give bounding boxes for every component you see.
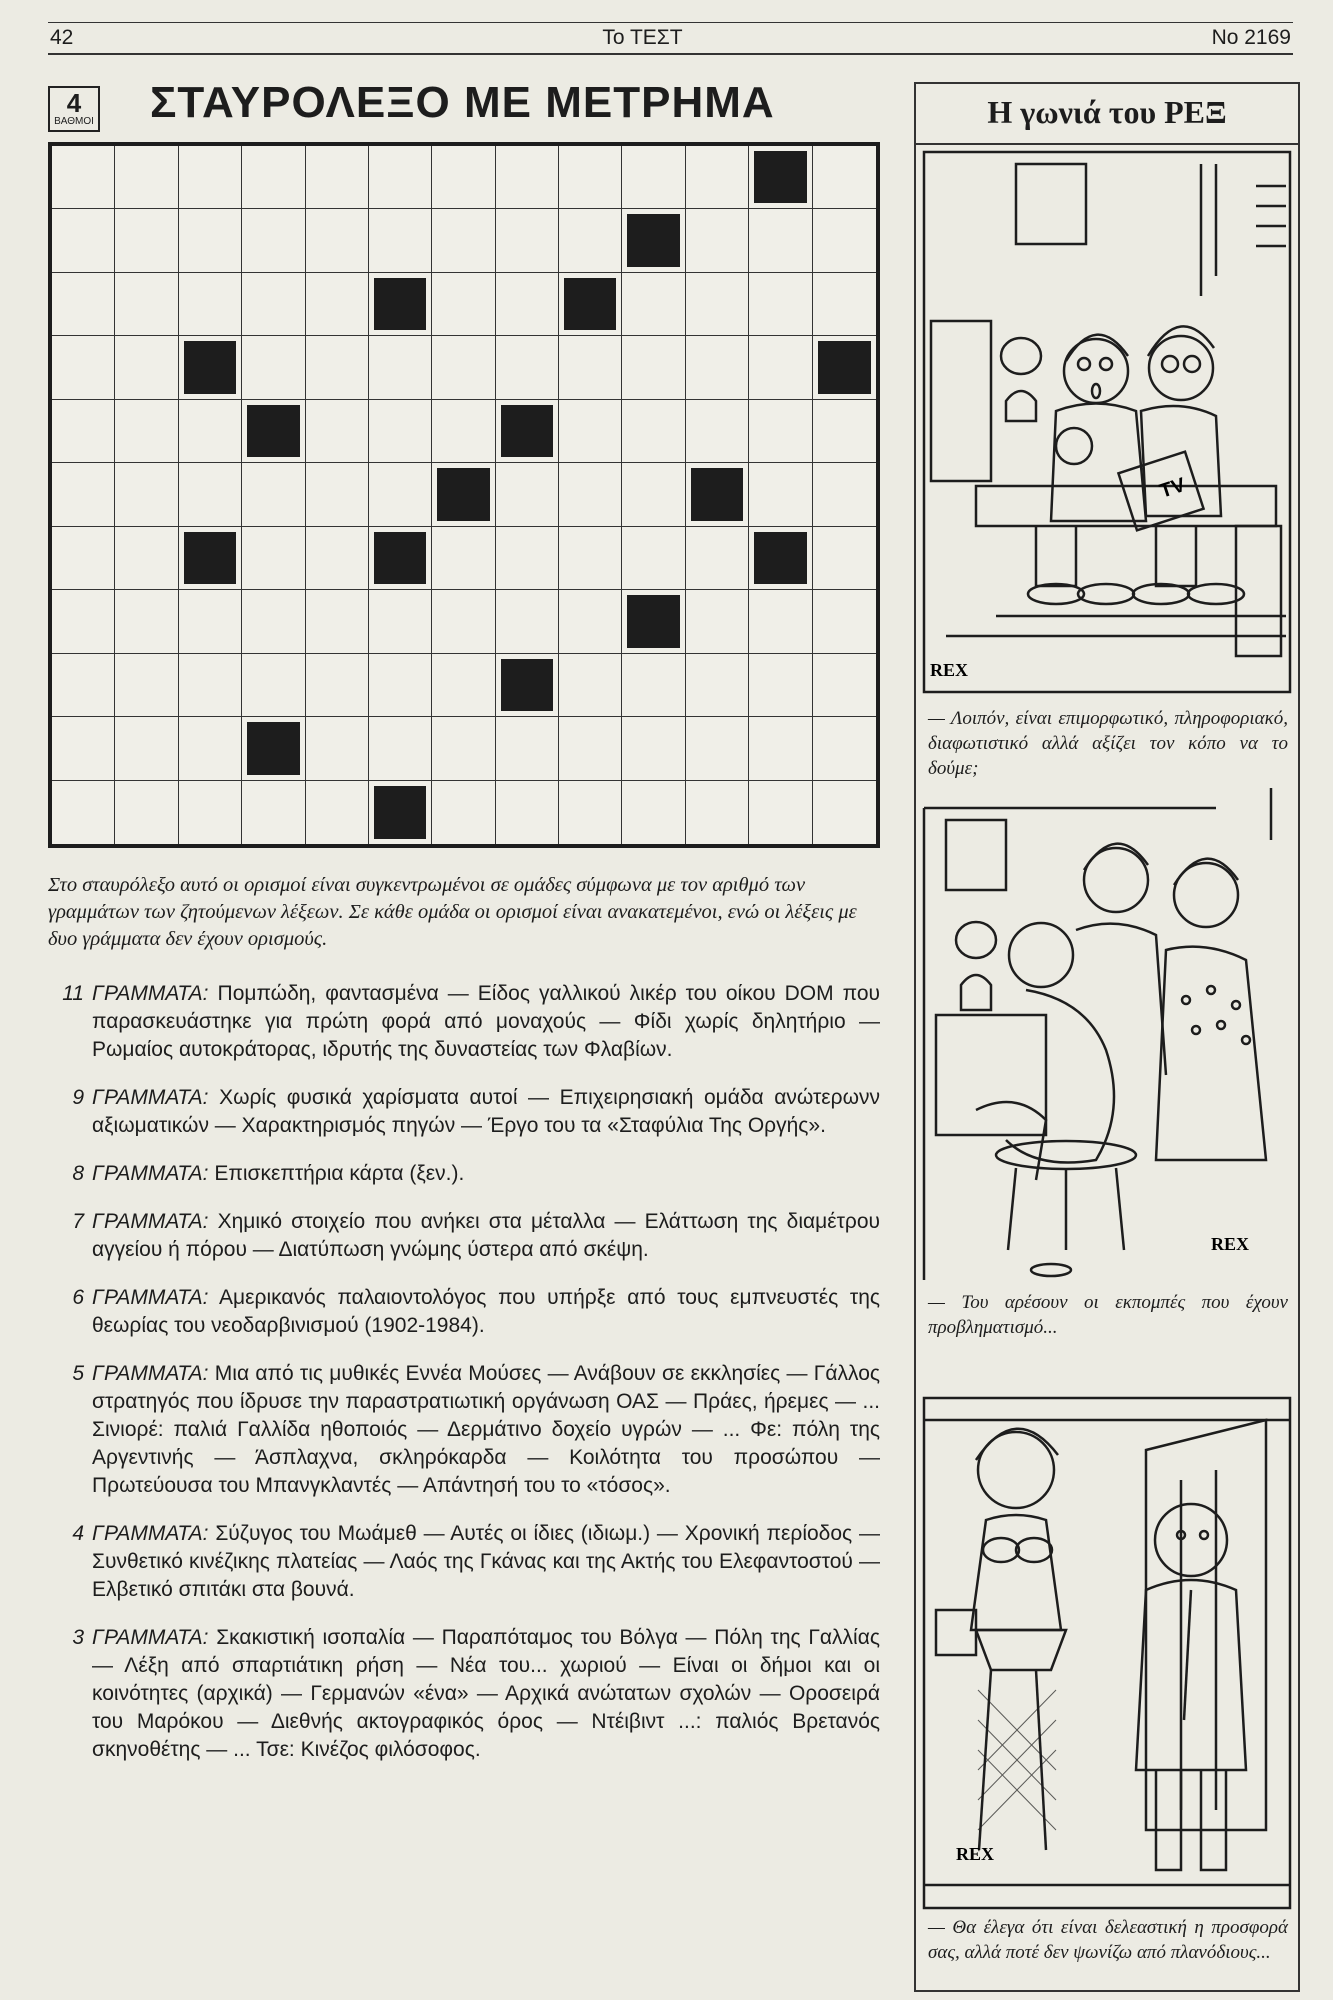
clue-letter-count: 11 [62,982,84,1005]
grid-cell [813,209,876,272]
grid-cell [749,209,812,272]
grid-cell [115,527,178,590]
cartoon-1 [916,146,1298,781]
cartoon-2-signature: REX [1211,1234,1250,1254]
page-number: 42 [50,26,74,49]
puzzle-intro: Στο σταυρόλεξο αυτό οι ορισμοί είναι συγκεντρωμένοι σε ομάδες σύμφωνα με τον αριθμό των γραμμάτων των ζητούμενων λέξεων. Σε κάθε ομάδα οι ορισμοί είναι ανακατεμένοι, ενώ οι λέξεις με δυο γράμματα δεν έχουν ορισμούς. [48,874,857,950]
grid-cell [686,146,749,209]
grid-cell [496,717,559,780]
grid-cell [749,590,812,653]
clue-letter-count: 3 [72,1626,84,1649]
grid-cell [559,590,622,653]
grid-cell [52,590,115,653]
grid-cell [242,527,305,590]
clue-group [48,980,880,1064]
grid-cell [179,463,242,526]
grid-cell [115,273,178,336]
grid-cell [496,527,559,590]
cartoon-1-tv-label: TV [1156,473,1189,503]
grid-cell [432,654,495,717]
grid-cell [369,654,432,717]
cartoon-1-drawing [916,146,1298,706]
clue-category-label: ΓΡΑΜΜΑΤΑ: [92,1086,209,1109]
grid-cell-black [432,463,495,526]
grid-cell [179,654,242,717]
grid-cell [432,209,495,272]
grid-cell [306,463,369,526]
cartoon-sidebar [914,82,1300,1992]
page-header [48,22,1293,55]
grid-cell [306,590,369,653]
clue-group [48,1624,880,1764]
grid-cell [432,717,495,780]
grid-cell [622,717,685,780]
clue-letter-count: 4 [72,1522,84,1545]
publication-name: Το ΤΕΣΤ [602,26,683,49]
grid-cell [52,654,115,717]
grid-cell-black [179,336,242,399]
grid-cell [242,590,305,653]
grid-cell [115,400,178,463]
clue-category-label: ΓΡΑΜΜΑΤΑ: [92,1162,209,1185]
difficulty-number: 4 [66,88,82,118]
grid-cell [115,336,178,399]
grid-cell [559,400,622,463]
grid-cell [369,400,432,463]
grid-cell [496,336,559,399]
grid-cell [686,527,749,590]
grid-cell [52,463,115,526]
grid-cell [242,654,305,717]
grid-cell [115,463,178,526]
clue-text: Σύζυγος του Μωάμεθ — Αυτές οι ίδιες (ιδιωμ.) — Χρονική περίοδος — Συνθετικό κινέζικης πλατείας — Λαός της Γκάνας και της Ακτής του Ελεφαντοστού — Ελβετικό σπιτάκι στα βουνά. [92,1522,880,1601]
cartoon-3 [916,1390,1298,1965]
clue-text: Χημικό στοιχείο που ανήκει στα μέταλλα — Ελάττωση της διαμέτρου αγγείου ή πόρου — Διατύπωση γνώμης ύστερα από σκέψη. [92,1210,880,1261]
grid-cell [369,717,432,780]
grid-cell [306,654,369,717]
grid-cell [622,527,685,590]
grid-cell [242,146,305,209]
grid-cell [306,336,369,399]
grid-cell [179,717,242,780]
cartoon-2 [916,780,1298,1340]
grid-cell [179,400,242,463]
grid-cell [306,717,369,780]
grid-cell [813,717,876,780]
grid-cell [179,273,242,336]
grid-cell [686,717,749,780]
grid-cell [813,463,876,526]
grid-cell-black [496,654,559,717]
grid-cell [559,463,622,526]
grid-cell [242,463,305,526]
clue-text: Μια από τις μυθικές Εννέα Μούσες — Ανάβουν σε εκκλησίες — Γάλλος στρατηγός που ίδρυσε την παραστρατιωτική οργάνωση ΟΑΣ — Πράες, ήρεμες — ... Σινιορέ: παλιά Γαλλίδα ηθοποιός — Δερμάτινο δοχείο υγρών — ... Φε: πόλη της Αργεντινής — Άσπλαχνα, σκληρόκαρδα — Κοιλότητα του προσώπου — Πρωτεύουσα του Μπανγκλαντές — Απάντησή του το «τόσος». [92,1362,880,1497]
puzzle-title: ΣΤΑΥΡΟΛΕΞΟ ΜΕ ΜΕΤΡΗΜΑ [150,78,775,127]
grid-cell-black [369,527,432,590]
grid-cell [813,781,876,844]
grid-cell [749,273,812,336]
grid-cell [559,146,622,209]
grid-cell [306,146,369,209]
grid-cell [686,400,749,463]
grid-cell [559,527,622,590]
grid-cell [686,273,749,336]
cartoon-3-signature: REX [956,1844,995,1864]
grid-cell [115,590,178,653]
clue-text: Αμερικανός παλαιοντολόγος που υπήρξε από τους εμπνευστές της θεωρίας του νεοδαρβινισμού (1902-1984). [92,1286,880,1337]
clue-group [48,1084,880,1140]
grid-cell [622,146,685,209]
grid-cell [496,209,559,272]
clue-letter-count: 7 [72,1210,84,1233]
grid-cell [813,273,876,336]
clue-letter-count: 5 [72,1362,84,1385]
difficulty-label: ΒΑΘΜΟΙ [54,116,94,127]
grid-cell-black [813,336,876,399]
grid-cell [622,654,685,717]
grid-cell [115,781,178,844]
clue-category-label: ΓΡΑΜΜΑΤΑ: [92,1522,209,1545]
clue-text: Επισκεπτήρια κάρτα (ξεν.). [214,1162,465,1185]
grid-cell [496,463,559,526]
clue-group [48,1360,880,1500]
grid-cell [179,146,242,209]
cartoon-1-signature: REX [930,660,969,680]
grid-cell [432,273,495,336]
clue-letter-count: 9 [72,1086,84,1109]
grid-cell [749,717,812,780]
crossword-grid [48,142,880,848]
grid-cell [242,273,305,336]
grid-cell [306,209,369,272]
clue-category-label: ΓΡΑΜΜΑΤΑ: [92,982,209,1005]
grid-cell [306,781,369,844]
clue-group [48,1208,880,1264]
grid-cell-black [496,400,559,463]
clue-text: Πομπώδη, φαντασμένα — Είδος γαλλικού λικέρ του οίκου DOM που παρασκευάστηκε για πρώτη φορά από μοναχούς — Φίδι χωρίς δηλητήριο — Ρωμαίος αυτοκράτορας, ιδρυτής της δυναστείας των Φλαβίων. [92,982,880,1061]
grid-cell [179,590,242,653]
grid-cell [813,146,876,209]
grid-cell [369,463,432,526]
grid-cell [369,336,432,399]
grid-cell-black [179,527,242,590]
grid-cell-black [622,590,685,653]
grid-cell [813,654,876,717]
clue-letter-count: 6 [72,1286,84,1309]
grid-cell [622,463,685,526]
grid-cell [242,336,305,399]
clue-group [48,1520,880,1604]
grid-cell [686,336,749,399]
grid-cell [559,336,622,399]
grid-cell-black [622,209,685,272]
clue-text: Σκακιστική ισοπαλία — Παραπόταμος του Βόλγα — Πόλη της Γαλλίας — Λέξη από σπαρτιάτικη ρήση — Νέα του... χωριού — Είναι οι δήμοι και οι κοινότητες (αρχικά) — Γερμανών «ένα» — Αρχικά ανώτατων σχολών — Οροσειρά του Μαρόκου — Διεθνής ακτογραφικός όρος — Ντέιβιντ ...: παλιός Βρετανός σκηνοθέτης — ... Τσε: Κινέζος φιλόσοφος. [92,1626,880,1761]
grid-cell [686,209,749,272]
grid-cell [432,336,495,399]
grid-cell-black [369,781,432,844]
grid-cell [749,654,812,717]
grid-cell [52,146,115,209]
sidebar-title: Η γωνιά του ΡΕΞ [916,84,1298,145]
clue-group [48,1160,880,1188]
cartoon-3-caption: — Θα έλεγα ότι είναι δελεαστική η προσφορά σας, αλλά ποτέ δεν ψωνίζω από πλανόδιους... [928,1917,1288,1963]
grid-cell [115,717,178,780]
grid-cell [369,146,432,209]
grid-cell [242,781,305,844]
clue-category-label: ΓΡΑΜΜΑΤΑ: [92,1210,209,1233]
grid-cell [813,590,876,653]
grid-cell [432,146,495,209]
grid-cell [115,146,178,209]
cartoon-1-caption: — Λοιπόν, είναι επιμορφωτικό, πληροφοριακό, διαφωτιστικό αλλά αξίζει τον κόπο να το δούμε; [928,708,1288,779]
grid-cell [52,336,115,399]
grid-cell [622,400,685,463]
grid-cell [686,654,749,717]
grid-cell [496,146,559,209]
grid-cell [559,781,622,844]
grid-cell [306,273,369,336]
grid-cell [52,273,115,336]
grid-cell [622,781,685,844]
grid-cell [749,781,812,844]
cartoon-2-drawing [916,780,1298,1290]
grid-cell [432,527,495,590]
grid-cell [369,209,432,272]
grid-cell [559,717,622,780]
clue-text: Χωρίς φυσικά χαρίσματα αυτοί — Επιχειρησιακή ομάδα ανώτερωνν αξιωματικών — Χαρακτηρισμός πηγών — Έργο του τα «Σταφύλια Της Οργής». [92,1086,880,1137]
issue-number: No 2169 [1211,26,1291,49]
clue-group [48,1284,880,1340]
clue-list [48,980,880,1784]
grid-cell-black [749,527,812,590]
grid-cell-black [559,273,622,336]
grid-cell [179,209,242,272]
grid-cell [496,273,559,336]
grid-cell [432,590,495,653]
grid-cell [496,590,559,653]
difficulty-badge [48,86,100,132]
grid-cell [52,209,115,272]
grid-cell [306,400,369,463]
grid-cell [115,209,178,272]
grid-cell-black [242,717,305,780]
grid-cell [622,336,685,399]
grid-cell [52,781,115,844]
grid-cell [813,527,876,590]
grid-cell [559,209,622,272]
grid-cell-black [686,463,749,526]
grid-cell [369,590,432,653]
grid-cell [686,590,749,653]
grid-cell [559,654,622,717]
grid-cell [179,781,242,844]
grid-cell [749,400,812,463]
clue-category-label: ΓΡΑΜΜΑΤΑ: [92,1362,209,1385]
cartoon-3-drawing [916,1390,1298,1915]
grid-cell-black [369,273,432,336]
grid-cell [115,654,178,717]
grid-cell [52,400,115,463]
grid-cell [622,273,685,336]
grid-cell [52,717,115,780]
grid-cell [496,781,559,844]
grid-cell [813,400,876,463]
grid-cell [432,781,495,844]
grid-cell [242,209,305,272]
clue-category-label: ΓΡΑΜΜΑΤΑ: [92,1286,209,1309]
grid-cell-black [242,400,305,463]
grid-cell [52,527,115,590]
clue-category-label: ΓΡΑΜΜΑΤΑ: [92,1626,209,1649]
clue-letter-count: 8 [72,1162,84,1185]
grid-cell [749,336,812,399]
grid-cell [432,400,495,463]
grid-cell [749,463,812,526]
cartoon-2-caption: — Του αρέσουν οι εκπομπές που έχουν προβληματισμό... [928,1292,1288,1338]
grid-cell [306,527,369,590]
grid-cell [686,781,749,844]
grid-cell-black [749,146,812,209]
